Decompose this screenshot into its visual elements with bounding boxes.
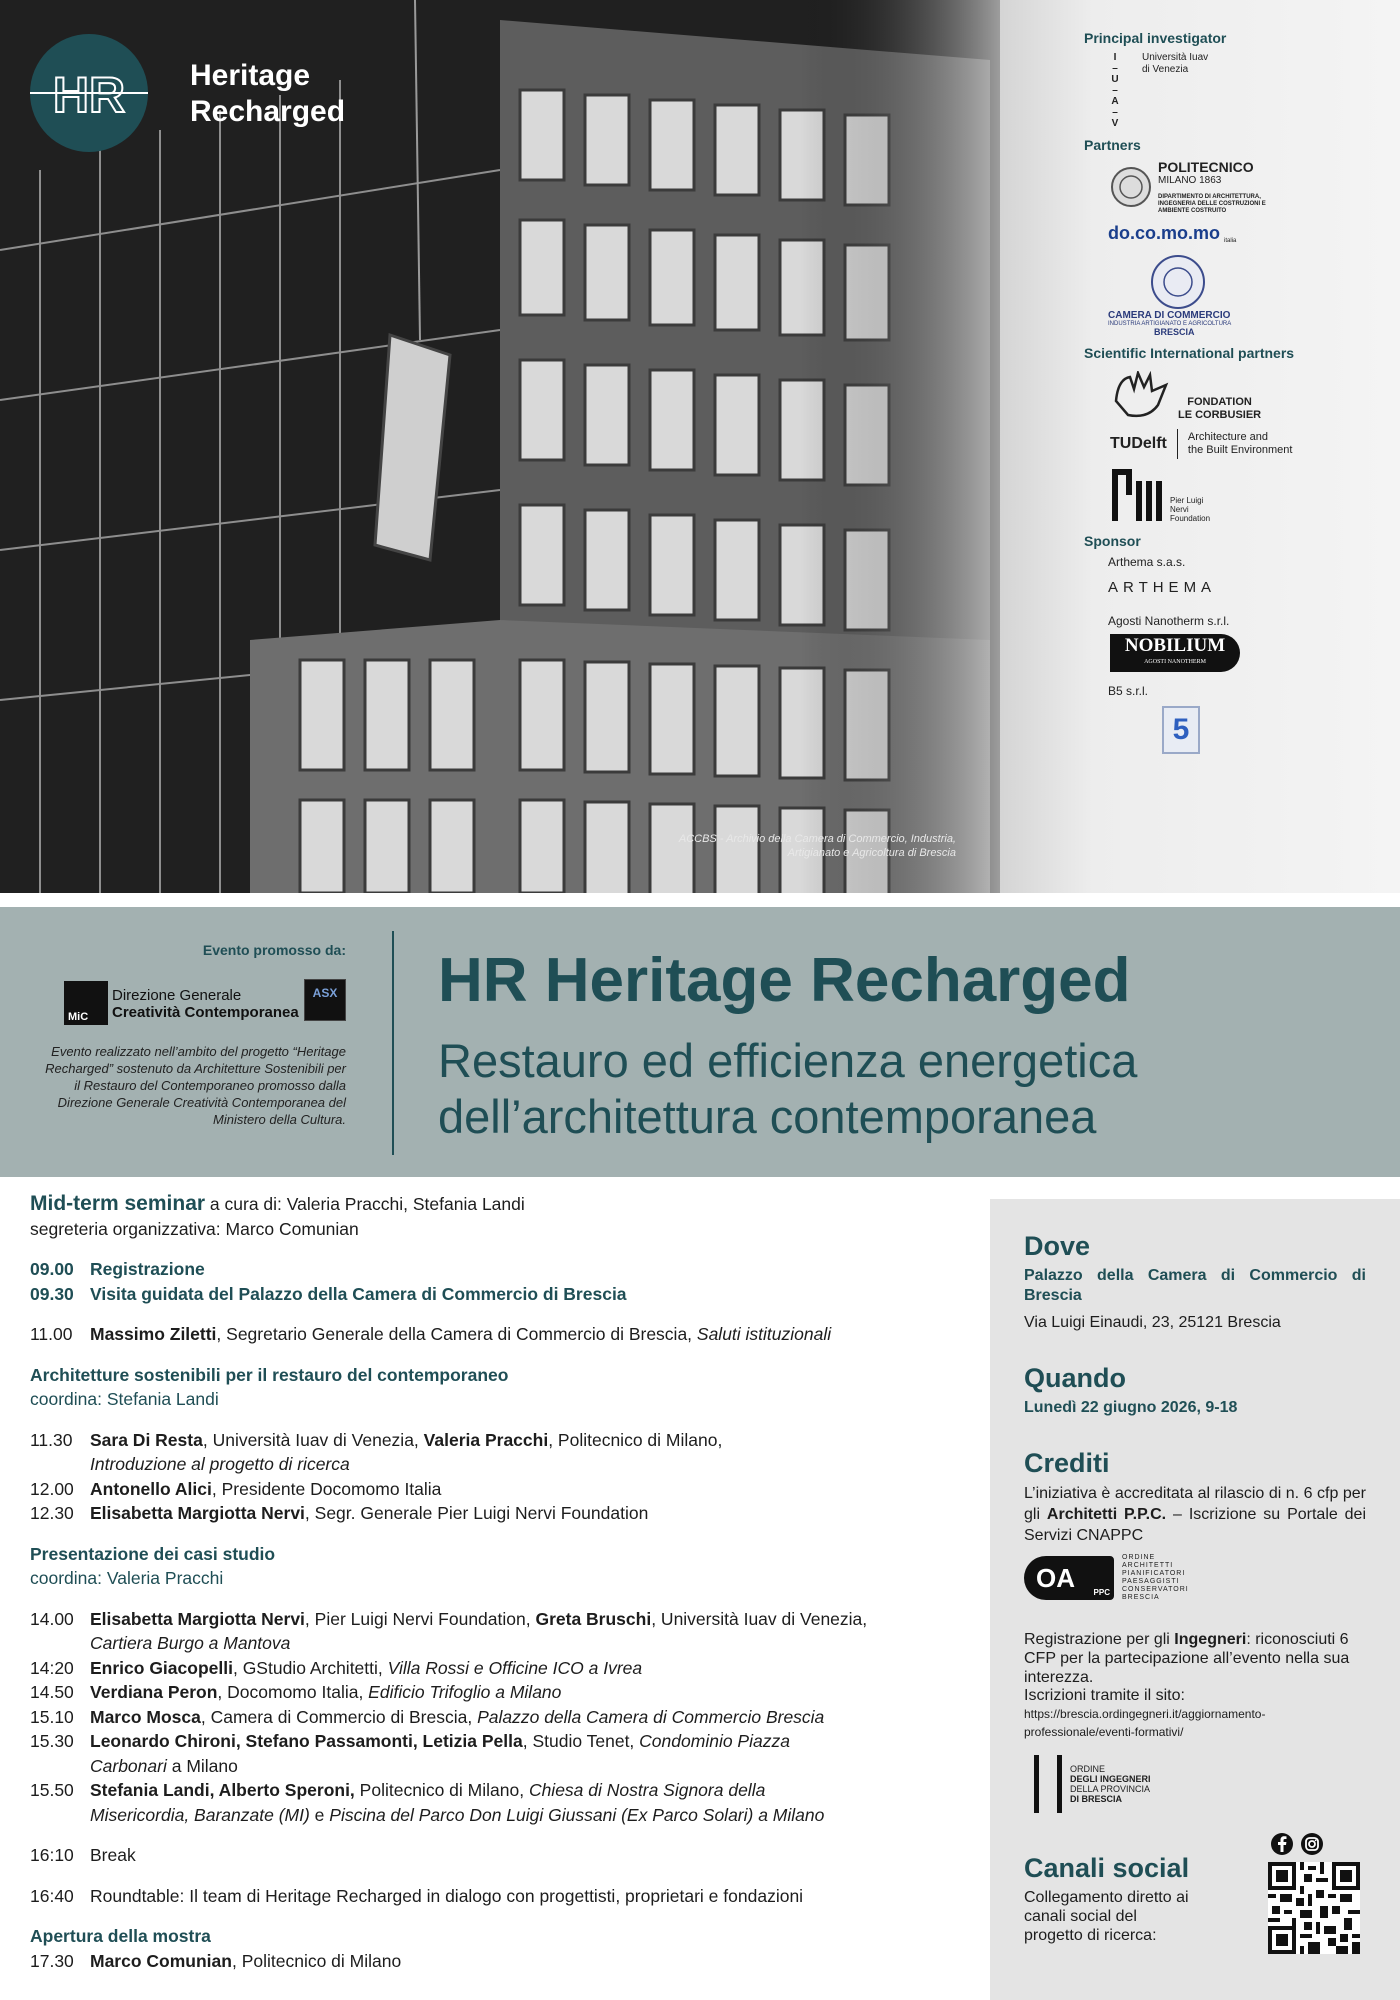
schedule-row: 15.10 Marco Mosca, Camera di Commercio di Brescia, Palazzo della Camera di Commercio Brescia	[30, 1706, 825, 1727]
hr-logo-letters: HR	[52, 67, 126, 123]
schedule-row: 11.30 Sara Di Resta, Università Iuav di Venezia, Valeria Pracchi, Politecnico di Milano, Introduzione al progetto di ricerca	[30, 1429, 723, 1474]
nobilium-name: NOBILIUM	[1124, 635, 1226, 656]
polimi-seal-icon	[1110, 166, 1152, 208]
ordine-mark-icon	[1034, 1755, 1062, 1813]
secretary-line: segreteria organizzativa: Marco Comunian	[30, 1218, 359, 1239]
mic-mark: MiC	[68, 1011, 89, 1023]
corbusier-line1: FONDATION	[1187, 396, 1252, 408]
session1-coordinator: coordina: Stefania Landi	[30, 1389, 219, 1409]
partners-heading: Partners	[1084, 137, 1141, 153]
credits-engineers: Registrazione per gli Ingegneri: riconosciuti 6 CFP per la partecipazione all’evento nella sua interezza.	[1024, 1631, 1350, 1686]
qr-code[interactable]	[1268, 1862, 1360, 1954]
schedule-row: 17.30 Marco Comunian, Politecnico di Milano	[30, 1950, 402, 1971]
credits-heading: Crediti	[1024, 1448, 1110, 1478]
mic-line2: Creatività Contemporanea	[112, 1004, 299, 1021]
principal-investigator-heading: Principal investigator	[1084, 30, 1227, 46]
photo-credit	[640, 832, 956, 860]
title-band	[0, 907, 1400, 1177]
main-subtitle	[438, 1033, 1378, 1145]
oappc-logo: OA PPC ORDINE ARCHITETTI PIANIFICATORI PAESAGGISTI CONSERVATORI BRESCIA	[1024, 1554, 1366, 1602]
session2-title: Presentazione dei casi studio	[30, 1543, 276, 1564]
social-links	[1268, 1832, 1360, 1954]
schedule-row: 16:10 Break	[30, 1845, 136, 1865]
corbusier-line2: LE CORBUSIER	[1178, 409, 1262, 421]
schedule-row: 12.00 Antonello Alici, Presidente Docomomo Italia	[30, 1478, 442, 1499]
promoted-by-label: Evento promosso da:	[202, 942, 346, 958]
schedule-row: 14.50 Verdiana Peron, Docomomo Italia, Edificio Trifoglio a Milano	[30, 1682, 562, 1702]
open-hand-icon	[1108, 371, 1178, 423]
camera-commercio-logo	[1108, 252, 1384, 337]
polimi-year: MILANO 1863	[1158, 175, 1222, 186]
subtitle-line1: Restauro ed efficienza energetica	[438, 1034, 1138, 1087]
exhibition-title: Apertura della mostra	[30, 1926, 211, 1946]
nervi-line2: Nervi	[1170, 505, 1189, 514]
sponsor-heading: Sponsor	[1084, 533, 1141, 549]
tudelft-line1: Architecture and	[1187, 431, 1268, 443]
seminar-title: Mid-term seminar	[30, 1192, 206, 1215]
main-title: HR Heritage Recharged	[438, 946, 1131, 1015]
scientific-partners-heading: Scientific International partners	[1084, 345, 1295, 361]
polimi-logo	[1110, 159, 1384, 215]
schedule-row: 09.00 Registrazione	[30, 1259, 205, 1279]
nervi-foundation-logo	[1110, 467, 1384, 523]
docomomo-name: do.co.mo.mo	[1108, 223, 1220, 243]
hr-logo	[30, 34, 148, 152]
asx-logo: ASX	[304, 979, 346, 1021]
when-heading: Quando	[1024, 1363, 1126, 1393]
corbusier-logo	[1108, 371, 1384, 423]
sponsor-arthema-name: Arthema s.a.s.	[1108, 555, 1186, 569]
seminar-header	[30, 1192, 980, 1217]
partners-sidebar	[1084, 30, 1384, 754]
program-schedule	[30, 1192, 980, 1973]
brand-name	[190, 58, 390, 130]
photo-credit-line2: Artigianato e Agricoltura di Brescia	[787, 847, 956, 859]
schedule-row: 14:20 Enrico Giacopelli, GStudio Architetti, Villa Rossi e Officine ICO a Ivrea	[30, 1657, 643, 1678]
camera-line3: BRESCIA	[1154, 327, 1195, 337]
hero-section	[0, 0, 1400, 893]
schedule-row: 15.30 Leonardo Chironi, Stefano Passamonti, Letizia Pella, Studio Tenet, Condominio Piazza Carbonari a Milano	[30, 1731, 790, 1776]
polimi-dept: DIPARTIMENTO DI ARCHITETTURA, INGEGNERIA DELLE COSTRUZIONI E AMBIENTE COSTRUITO	[1158, 194, 1266, 214]
schedule-row: 12.30 Elisabetta Margiotta Nervi, Segr. Generale Pier Luigi Nervi Foundation	[30, 1503, 649, 1523]
docomomo-logo	[1108, 223, 1384, 244]
camera-seal-icon	[1148, 252, 1208, 310]
oappc-ppc: PPC	[1093, 1588, 1110, 1597]
instagram-icon[interactable]	[1300, 1832, 1324, 1856]
polimi-name: POLITECNICO	[1158, 159, 1254, 175]
camera-line2: INDUSTRIA ARTIGIANATO E AGRICOLTURA	[1108, 321, 1232, 327]
photo-credit-line1: ACCBS - Archivio della Camera di Commercio, Industria,	[678, 833, 956, 845]
schedule-row: 11.00 Massimo Ziletti, Segretario Generale della Camera di Commercio di Brescia, Saluti istituzionali	[30, 1324, 832, 1344]
registration-link[interactable]: https://brescia.ordingegneri.it/aggiornamento-professionale/eventi-formativi/	[1024, 1707, 1266, 1739]
mic-line1: Direzione Generale	[112, 987, 242, 1004]
docomomo-sub: italia	[1224, 238, 1237, 244]
b5-logo: 5	[1162, 706, 1200, 754]
nervi-line3: Foundation	[1170, 514, 1211, 523]
promoter-logos	[64, 979, 354, 1029]
social-heading: Canali social	[1024, 1853, 1190, 1883]
nobilium-logo	[1110, 634, 1240, 672]
session2-coordinator: coordina: Valeria Pracchi	[30, 1568, 224, 1588]
arthema-logo: ARTHEMA	[1108, 579, 1217, 596]
facebook-icon[interactable]	[1270, 1832, 1294, 1856]
credits-architects: L’iniziativa è accreditata al rilascio di n. 6 cfp per gli Architetti P.P.C. – Iscrizione su Portale dei Servizi CNAPPC	[1024, 1485, 1367, 1544]
social-text: Collegamento diretto ai canali social del progetto di ricerca:	[1024, 1889, 1189, 1944]
nervi-line1: Pier Luigi	[1170, 496, 1204, 505]
iuav-name: Università Iuav di Venezia	[1142, 52, 1209, 75]
seminar-curators: a cura di: Valeria Pracchi, Stefania Landi	[205, 1194, 525, 1214]
tudelft-line2: the Built Environment	[1187, 444, 1293, 456]
tudelft-name: TUDelft	[1110, 435, 1167, 452]
subtitle-line2: dell’architettura contemporanea	[438, 1090, 1097, 1143]
session1-title: Architetture sostenibili per il restauro del contemporaneo	[30, 1364, 509, 1385]
brand-name-line1: Heritage	[190, 59, 311, 92]
sponsor-b5-name: B5 s.r.l.	[1108, 684, 1149, 698]
schedule-row: 15.50 Stefania Landi, Alberto Speroni, Politecnico di Milano, Chiesa di Nostra Signora della Misericordia, Baranzate (MI) e Piscina del Parco Don Luigi Giussani (Ex Parco Solari) a Milano	[30, 1780, 825, 1825]
building-photo	[0, 0, 1000, 893]
nobilium-sub: AGOSTI NANOTHERM	[1144, 659, 1206, 665]
nervi-mark-icon	[1110, 467, 1166, 523]
event-date: Lunedì 22 giugno 2026, 9-18	[1024, 1399, 1238, 1416]
camera-line1: CAMERA DI COMMERCIO	[1108, 310, 1231, 321]
venue-address: Via Luigi Einaudi, 23, 25121 Brescia	[1024, 1314, 1281, 1331]
where-heading: Dove	[1024, 1231, 1091, 1261]
band-divider	[392, 931, 394, 1155]
mic-logo	[64, 981, 108, 1025]
iuav-logo	[1108, 52, 1384, 129]
iuav-letters: I – U – A – V	[1111, 52, 1119, 129]
brand-name-line2: Recharged	[190, 95, 346, 128]
promo-text: Evento realizzato nell’ambito del progetto “Heritage Recharged” sostenuto da Architetture Sostenibili per il Restauro del Contemporaneo promosso dalla Direzione Generale Creatività Contemporanea del Ministero della Cultura.	[45, 1044, 346, 1127]
registration-site: Iscrizioni tramite il sito: https://brescia.ordingegneri.it/aggiornamento-professionale/eventi-formativi/	[1024, 1687, 1266, 1739]
sponsor-agosti-name: Agosti Nanotherm s.r.l.	[1108, 614, 1230, 628]
ordine-ingegneri-logo: ORDINE DEGLI INGEGNERI DELLA PROVINCIA DI BRESCIA	[1024, 1755, 1366, 1813]
oappc-mark: OA	[1036, 1563, 1075, 1593]
schedule-row: 16:40 Roundtable: Il team di Heritage Recharged in dialogo con progettisti, proprietari e fondazioni	[30, 1885, 804, 1906]
venue-name: Palazzo della Camera di Commercio di Brescia	[1024, 1267, 1366, 1304]
schedule-row: 09.30 Visita guidata del Palazzo della Camera di Commercio di Brescia	[30, 1283, 627, 1304]
schedule-row: 14.00 Elisabetta Margiotta Nervi, Pier Luigi Nervi Foundation, Greta Bruschi, Università Iuav di Venezia, Cartiera Burgo a Mantova	[30, 1608, 868, 1653]
tudelft-logo	[1110, 429, 1384, 459]
